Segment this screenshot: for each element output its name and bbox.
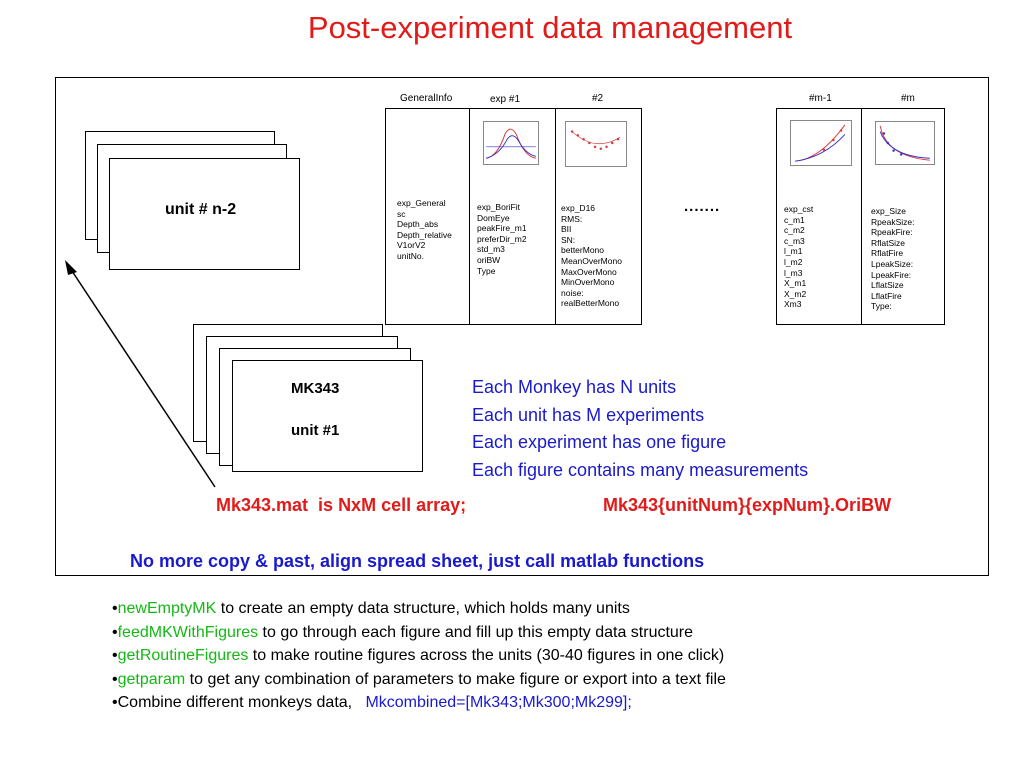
bullet-item: •getparam to get any combination of parameters to make figure or export into a text file [112, 670, 726, 688]
no-more-note: No more copy & past, align spread sheet, just call matlab functions [130, 551, 705, 571]
bullet-text: to get any combination of parameters to make figure or export into a text file [185, 670, 726, 688]
field-name: exp_BoriFit [477, 202, 520, 212]
field-name: c_m1 [784, 214, 805, 225]
field-name: peakFire_m1 [477, 223, 527, 234]
field-name: unitNo. [397, 250, 424, 261]
field-name: std_m3 [477, 244, 505, 255]
function-name: feedMKWithFigures [117, 623, 259, 641]
bullet-text: to go through each figure and fill up this empty data structure [258, 623, 694, 641]
column-header-generalinfo: GeneralInfo [400, 93, 453, 104]
column-header-exp-m-1: #m-1 [809, 93, 832, 104]
function-name: getparam [117, 670, 186, 688]
fields-exp-m [871, 206, 914, 312]
slide-title: Post-experiment data management [307, 10, 793, 45]
bullet-text: to create an empty data structure, which holds many units [216, 600, 630, 617]
bullet-item: •newEmptyMK to create an empty data structure, which holds many units [112, 600, 630, 617]
fields-generalinfo [397, 198, 452, 262]
figure-thumbnail-exp-m [875, 121, 935, 165]
fields-exp2 [561, 203, 622, 309]
field-name: sc [397, 208, 406, 219]
field-name: Depth_abs [397, 219, 439, 230]
fields-exp1 [477, 202, 527, 276]
field-name: l_m2 [784, 256, 803, 267]
field-name: SN: [561, 234, 576, 245]
info-line: Each Monkey has N units [472, 377, 677, 397]
field-name: X_m1 [784, 278, 807, 289]
field-name: realBetterMono [561, 298, 620, 309]
bullet-text: Combine different monkeys data, [117, 694, 353, 711]
info-line: Each figure contains many measurements [472, 459, 809, 480]
column-header-exp2: #2 [592, 93, 604, 104]
field-name: exp_General [397, 198, 446, 208]
field-name: MinOverMono [561, 277, 615, 288]
column-header-exp1: exp #1 [490, 94, 521, 105]
field-name: LpeakSize: [871, 258, 914, 269]
field-name: RflatSize [871, 237, 906, 248]
field-name: X_m2 [784, 288, 807, 299]
field-name: MeanOverMono [561, 255, 622, 266]
bullet-item: •getRoutineFigures to make routine figures across the units (30-40 figures in one click) [112, 647, 725, 664]
cell-array-note: Mk343.mat is NxM cell array; [216, 495, 467, 515]
figure-thumbnail-exp-m-1 [790, 120, 852, 166]
bullet-item: •Combine different monkeys data, Mkcombined=[Mk343;Mk300;Mk299]; [112, 694, 632, 711]
field-name: Type: [871, 301, 892, 312]
field-name: l_m1 [784, 246, 803, 257]
function-list [112, 597, 726, 715]
combine-code: Mkcombined=[Mk343;Mk300;Mk299]; [365, 694, 632, 711]
field-name: exp_cst [784, 204, 814, 214]
field-name: exp_D16 [561, 203, 596, 213]
field-name: LflatSize [871, 280, 904, 291]
field-name: preferDir_m2 [477, 233, 527, 244]
field-name: RMS: [561, 213, 583, 224]
field-name: LpeakFire: [871, 269, 912, 280]
field-name: c_m2 [784, 225, 805, 236]
field-name: Type [477, 265, 496, 276]
field-name: l_m3 [784, 267, 803, 278]
field-name: betterMono [561, 245, 604, 256]
access-note: Mk343{unitNum}{expNum}.OriBW [603, 495, 892, 515]
figure-thumbnail-exp1 [483, 121, 539, 165]
field-name: V1orV2 [397, 240, 426, 251]
figure-thumbnail-exp2 [565, 121, 627, 167]
field-name: RpeakSize: [871, 216, 915, 227]
field-name: Depth_relative [397, 229, 452, 240]
field-name: exp_Size [871, 206, 906, 216]
info-lines [472, 374, 808, 484]
field-name: BII [561, 224, 572, 235]
unit-n-2-label: unit # n-2 [165, 201, 237, 218]
info-line: Each experiment has one figure [472, 432, 727, 452]
fields-exp-m-1 [784, 204, 813, 310]
field-name: noise: [561, 287, 584, 298]
field-name: Xm3 [784, 299, 802, 310]
bullet-text: to make routine figures across the units (30-40 figures in one click) [248, 647, 725, 664]
field-name: DomEye [477, 212, 510, 223]
field-name: LflatFire [871, 290, 902, 301]
field-name: c_m3 [784, 235, 805, 246]
info-line: Each unit has M experiments [472, 404, 705, 425]
field-name: MaxOverMono [561, 266, 617, 277]
ellipsis: ....... [684, 198, 721, 215]
function-name: getRoutineFigures [117, 647, 249, 664]
column-header-exp-m: #m [901, 93, 915, 104]
field-name: RpeakFire: [871, 227, 913, 238]
unit-1-label: unit #1 [291, 422, 340, 439]
field-name: RflatFire [871, 248, 904, 259]
function-name: newEmptyMK [117, 600, 217, 617]
monkey-name-label: MK343 [291, 380, 340, 397]
field-name: oriBW [477, 254, 501, 265]
bullet-item: •feedMKWithFigures to go through each figure and fill up this empty data structure [112, 623, 694, 641]
